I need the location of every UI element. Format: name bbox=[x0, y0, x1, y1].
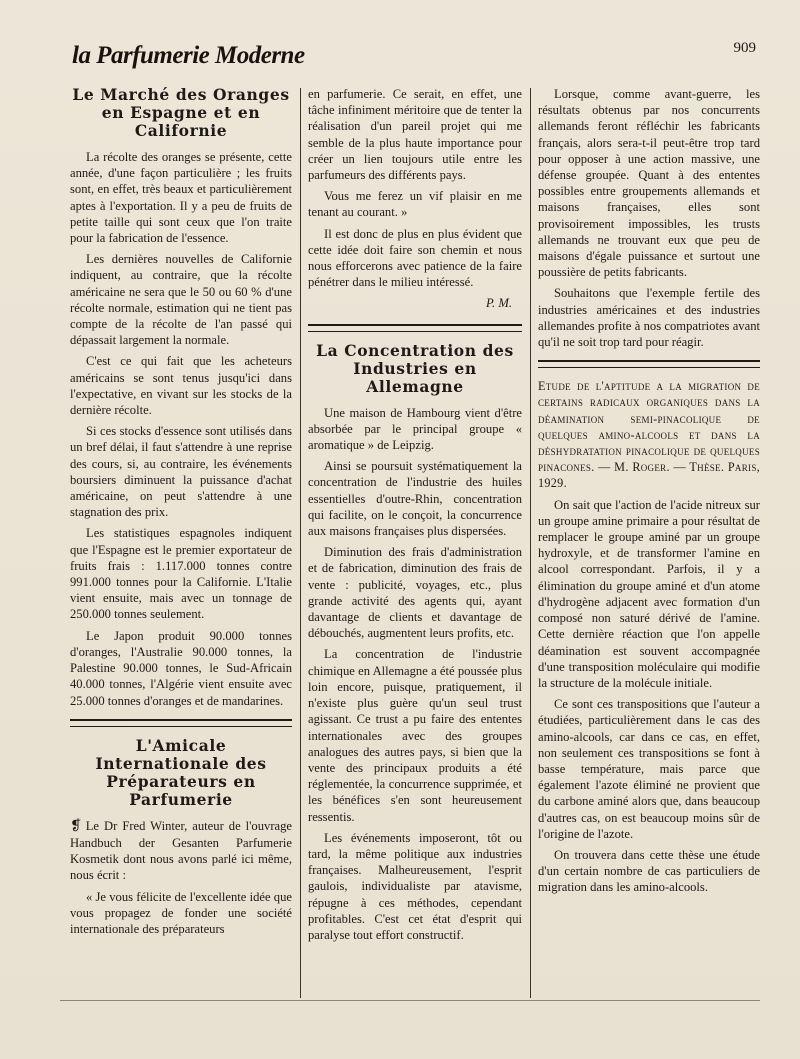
paragraph: On sait que l'action de l'acide nitreux sur un groupe amine primaire a pour résultat de remplacer le groupe aminé par un groupe hydroxyle, et de transformer l'amine en alcool correspondant. Parfois, il y a élimination du groupe aminé et d'un atome d'hydrogène adjacent avec formation d'un composé non saturé dérivé de l'amine. Cette dernière réaction que l'on appelle déamination est souvent accompagnée d'une transposition moléculaire qui modifie la structure de la molécule initiale. bbox=[538, 497, 760, 690]
paragraph: Une maison de Hambourg vient d'être absorbée par le principal groupe « aromatique » de Leipzig. bbox=[308, 405, 522, 453]
paragraph: Il est donc de plus en plus évident que cette idée doit faire son chemin et nous nous efforcerons avec patience de la faire pénétrer dans le milieu intéressé. bbox=[308, 226, 522, 290]
column-3 bbox=[538, 86, 760, 901]
column-1 bbox=[70, 86, 292, 942]
paragraph: Si ces stocks d'essence sont utilisés dans un bref délai, il faut s'attendre à une reprise des cours, si, au contraire, les événements boursiers diminuent la puissance d'achat américaine, on peut s'attendre à une stagnation des prix. bbox=[70, 424, 292, 520]
paragraph: Diminution des frais d'administration et de fabrication, diminution des frais de vente : publicité, voyages, etc., plus grande activité des agents qui, ayant davantage de clients et davantage de débouchés, augmentent leurs profits, etc. bbox=[308, 545, 522, 641]
section-separator bbox=[70, 719, 292, 727]
paragraph: Ce sont ces transpositions que l'auteur a étudiées, particulièrement dans le cas des amino-alcools, car dans ce cas, en effet, non seulement ces transpositions se font à basse température, mais parce que également l'azote éliminé ne provient que du carbone aminé alors que, dans beaucoup d'autres cas, on est beaucoup moins sûr de l'origine de l'azote. bbox=[538, 697, 760, 841]
review-header bbox=[538, 378, 760, 491]
paragraph: Ainsi se poursuit systématiquement la concentration de l'industrie des huiles essentielles d'outre-Rhin, concentration qui facilite, on le conçoit, la concurrence aux maisons françaises plus dispersées. bbox=[308, 459, 522, 539]
fleuron-icon: ❡ bbox=[70, 818, 82, 834]
paragraph: C'est ce qui fait que les acheteurs américains se sont tenus jusqu'ici dans l'expectative, en vivant sur les stocks de la dernière récolte. bbox=[70, 354, 292, 418]
masthead-logo: la Parfumerie Moderne bbox=[72, 42, 305, 69]
review-source: — M. Roger. — Thèse. Paris, 1929. bbox=[538, 460, 760, 491]
signature: P. M. bbox=[485, 296, 512, 311]
article-title-oranges: Le Marché des Oranges en Espagne et en Californie bbox=[72, 85, 290, 140]
paragraph: Souhaitons que l'exemple fertile des industries américaines et des industries allemandes profite à nos compatriotes avant qu'il ne soit trop tard pour réagir. bbox=[538, 286, 760, 350]
paragraph: Le Japon produit 90.000 tonnes d'oranges, l'Australie 90.000 tonnes, la Palestine 90.000 tonnes, le Sud-Africain 40.000 tonnes, l'Algérie vient ensuite avec 25.000 tonnes d'oranges et de mandarines. bbox=[70, 628, 292, 708]
column-2 bbox=[308, 86, 522, 948]
article-title-concentration: La Concentration des Industries en Allemagne bbox=[316, 340, 514, 396]
paragraph-text: Le Dr Fred Winter, auteur de l'ouvrage Handbuch der Gesanten Parfumerie Kosmetik dont nous avons parlé ici même, nous écrit : bbox=[70, 818, 292, 883]
review-title: Etude de l'aptitude a la migration de certains radicaux organiques dans la déamination semi-pinacolique de quelques amino-alcools et dans la déshydratation pinacolique de quelques pinacones. bbox=[538, 379, 760, 475]
column-rule bbox=[530, 88, 531, 998]
paragraph bbox=[70, 818, 292, 884]
page-number: 909 bbox=[733, 40, 756, 56]
section-separator bbox=[308, 324, 522, 332]
paragraph: Les dernières nouvelles de Californie indiquent, au contraire, que la récolte américaine ne sera que le 50 ou 60 % d'une récolte normale, estimation qui ne tient pas compte de la récolte de l'an passé qui dépassait largement la normale. bbox=[70, 252, 292, 348]
paragraph: Les événements imposeront, tôt ou tard, la même politique aux industries françaises. Malheureusement, l'esprit gaulois, individualiste par atavisme, répugne à ces méthodes, cependant profitables. C'est cet état d'esprit qui paralyse tout effort constructif. bbox=[308, 830, 522, 942]
article-title-amicale: L'Amicale Internationale des Préparateurs en Parfumerie bbox=[95, 735, 267, 809]
column-rule bbox=[300, 88, 301, 998]
paragraph: Lorsque, comme avant-guerre, les résultats obtenus par nos concurrents allemands feront réfléchir les fabricants français, alors sera-t-il peut-être trop tard pour opposer à une action massive, une défense groupée. Quant à des ententes possibles entre groupements allemands et maisons françaises, elles sont provisoirement impossibles, les trusts allemands ne trouvant eux que peu de maisons d'égale puissance et surtout une poussière de petits fabricants. bbox=[538, 87, 760, 280]
paragraph: en parfumerie. Ce serait, en effet, une tâche infiniment méritoire que de tenter la réalisation d'un pareil projet qui me semble de la plus haute importance pour créer un lien toujours utile entre les parfumeurs des différents pays. bbox=[308, 87, 522, 183]
paragraph: Vous me ferez un vif plaisir en me tenant au courant. » bbox=[308, 189, 522, 220]
paragraph: On trouvera dans cette thèse une étude d'un certain nombre de cas particuliers de migration dans les amino-alcools. bbox=[538, 847, 760, 895]
section-separator bbox=[538, 360, 760, 368]
bottom-rule bbox=[60, 1000, 760, 1001]
paragraph: La concentration de l'industrie chimique en Allemagne a été poussée plus loin encore, puisque, pratiquement, il n'existe plus guère qu'un seul trust agissant. Ce trust a pu faire des ententes internationales avec des groupes analogues des autres pays, si bien que la vente des principaux produits a été réglementée, la concurrence supprimée, et les bénéfices s'en sont heureusement ressentis. bbox=[308, 647, 522, 824]
paragraph: La récolte des oranges se présente, cette année, d'une façon particulière ; les fruits sont, en effet, très beaux et particulièrement aptes à l'exportation. Il y a peu de fruits de petite taille qui sont ceux que l'on traite pour la fabrication de l'essence. bbox=[70, 150, 292, 246]
paragraph: Les statistiques espagnoles indiquent que l'Espagne est le premier exportateur de fruits frais : 1.117.000 tonnes contre 991.000 tonnes pour la Californie. L'Italie vient ensuite, mais avec un tonnage de 250.000 tonnes seulement. bbox=[70, 526, 292, 622]
paragraph: « Je vous félicite de l'excellente idée que vous propagez de fonder une société internationale des préparateurs bbox=[70, 889, 292, 936]
